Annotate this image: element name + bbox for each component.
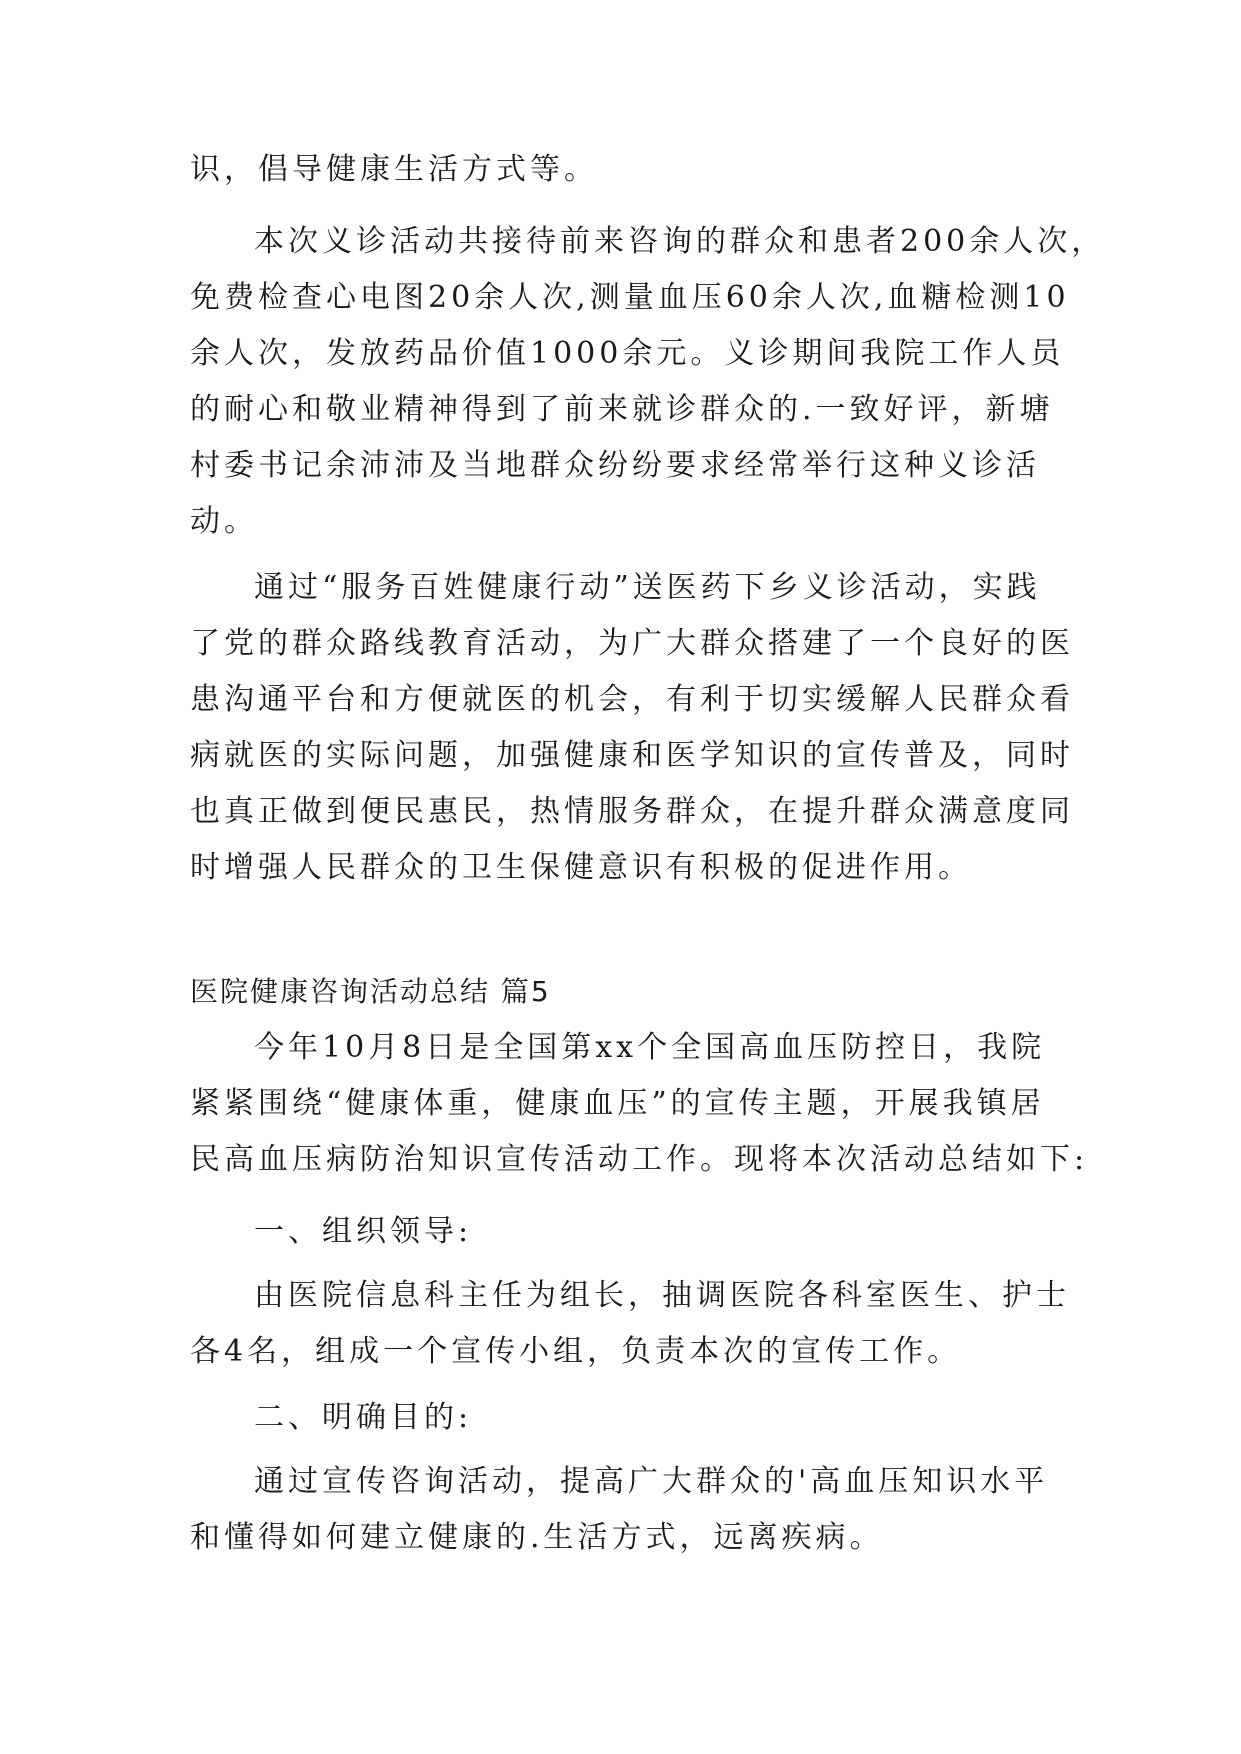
paragraph-line: 也真正做到便民惠民，热情服务群众，在提升群众满意度同 xyxy=(190,794,1074,829)
paragraph-line: 民高血压病防治知识宣传活动工作。现将本次活动总结如下: xyxy=(190,1142,1089,1177)
paragraph-line: 由医院信息科主任为组长，抽调医院各科室医生、护士 xyxy=(254,1278,1070,1313)
paragraph-line: 本次义诊活动共接待前来咨询的群众和患者200余人次， xyxy=(254,224,1106,259)
paragraph-line: 各4名，组成一个宣传小组，负责本次的宣传工作。 xyxy=(190,1334,962,1369)
paragraph-line: 免费检查心电图20余人次,测量血压60余人次,血糖检测10 xyxy=(190,280,1070,315)
paragraph-line: 时增强人民群众的卫生保健意识有积极的促进作用。 xyxy=(190,850,972,885)
paragraph-line: 了党的群众路线教育活动，为广大群众搭建了一个良好的医 xyxy=(190,626,1074,661)
paragraph-line: 和懂得如何建立健康的.生活方式，远离疾病。 xyxy=(190,1520,884,1555)
paragraph-line: 通过宣传咨询活动，提高广大群众的'高血压知识水平 xyxy=(254,1464,1049,1499)
section-heading: 医院健康咨询活动总结 篇5 xyxy=(190,975,551,1008)
paragraph-line: 紧紧围绕“健康体重，健康血压”的宣传主题，开展我镇居 xyxy=(190,1086,1045,1121)
subheading-line: 二、明确目的: xyxy=(254,1400,473,1435)
paragraph-line: 动。 xyxy=(190,504,258,539)
paragraph-line: 通过“服务百姓健康行动”送医药下乡义诊活动，实践 xyxy=(254,570,1041,605)
paragraph-line: 患沟通平台和方便就医的机会，有利于切实缓解人民群众看 xyxy=(190,682,1074,717)
paragraph-line: 的耐心和敬业精神得到了前来就诊群众的.一致好评，新塘 xyxy=(190,392,1054,427)
paragraph-line: 今年10月8日是全国第xx个全国高血压防控日，我院 xyxy=(254,1030,1046,1065)
subheading-line: 一、组织领导: xyxy=(254,1214,473,1249)
paragraph-line: 识，倡导健康生活方式等。 xyxy=(190,152,598,187)
paragraph-line: 余人次，发放药品价值1000余元。义诊期间我院工作人员 xyxy=(190,336,1065,371)
paragraph-line: 病就医的实际问题，加强健康和医学知识的宣传普及，同时 xyxy=(190,738,1074,773)
paragraph-line: 村委书记余沛沛及当地群众纷纷要求经常举行这种义诊活 xyxy=(190,448,1040,483)
